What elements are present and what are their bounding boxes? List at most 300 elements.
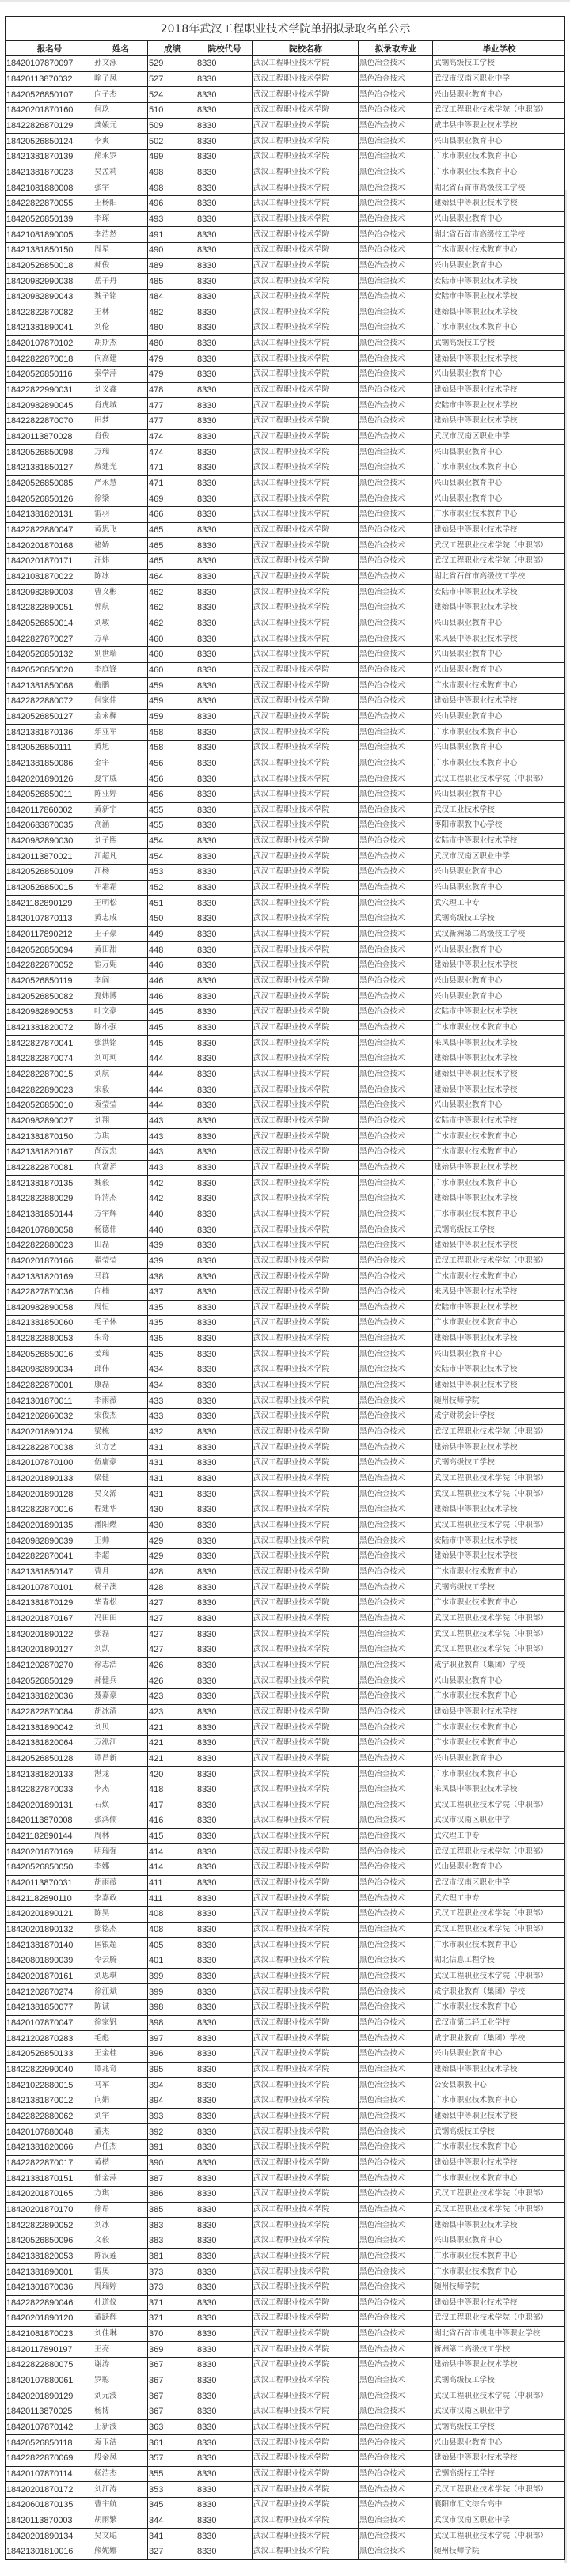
school-code-cell: 8330	[196, 802, 253, 818]
school-name-cell: 武汉工程职业技术学院	[253, 818, 359, 834]
major-cell: 黑色冶金技术	[359, 2466, 433, 2482]
school-name-cell: 武汉工程职业技术学院	[253, 320, 359, 336]
name-cell: 杨德伟	[93, 1222, 148, 1238]
reg-no-cell: 18420982890034	[6, 1362, 93, 1378]
school-name-cell: 武汉工程职业技术学院	[253, 2233, 359, 2248]
reg-no-cell: 18422822870001	[6, 1377, 93, 1393]
table-row	[6, 569, 565, 585]
name-cell: 车霜霜	[93, 880, 148, 896]
reg-no-cell: 18420201890134	[6, 2529, 93, 2544]
name-cell: 曹宇航	[93, 2498, 148, 2513]
major-cell: 黑色冶金技术	[359, 1642, 433, 1657]
reg-no-cell: 18421381850144	[6, 1207, 93, 1222]
name-cell: 黄思飞	[93, 522, 148, 538]
name-cell: 熊永罗	[93, 149, 148, 165]
table-row	[6, 335, 565, 351]
major-cell: 黑色冶金技术	[359, 1176, 433, 1191]
school-name-cell: 武汉工程职业技术学院	[253, 1595, 359, 1611]
school-code-cell: 8330	[196, 2544, 253, 2560]
score-cell: 367	[148, 2404, 196, 2420]
major-cell: 黑色冶金技术	[359, 2062, 433, 2078]
major-cell: 黑色冶金技术	[359, 554, 433, 570]
major-cell: 黑色冶金技术	[359, 1347, 433, 1362]
graduated-school-cell: 安陆市中等职业技术学校	[433, 1300, 565, 1316]
school-code-cell: 8330	[196, 71, 253, 87]
reg-no-cell: 18420117890212	[6, 926, 93, 942]
reg-no-cell: 18420107870047	[6, 2015, 93, 2031]
school-code-cell: 8330	[196, 1673, 253, 1689]
name-cell: 杨子澳	[93, 1580, 148, 1596]
reg-no-cell: 18421381890001	[6, 2264, 93, 2280]
reg-no-cell: 18420201890126	[6, 771, 93, 787]
graduated-school-cell: 武汉市汉南区职业中学	[433, 1875, 565, 1891]
major-cell: 黑色冶金技术	[359, 1657, 433, 1673]
score-cell: 434	[148, 1377, 196, 1393]
school-code-cell: 8330	[196, 1005, 253, 1021]
graduated-school-cell: 襄阳市汇文综合高中	[433, 2498, 565, 2513]
school-code-cell: 8330	[196, 1471, 253, 1487]
table-row	[6, 1782, 565, 1798]
reg-no-cell: 18420526850126	[6, 491, 93, 507]
name-cell: 袁莹莹	[93, 1097, 148, 1113]
table-row	[6, 1362, 565, 1378]
name-cell: 刘贝	[93, 1720, 148, 1736]
graduated-school-cell: 建始县中等职业技术学校	[433, 351, 565, 367]
table-row	[6, 2404, 565, 2420]
graduated-school-cell: 武汉工业技术学校	[433, 802, 565, 818]
score-cell: 427	[148, 1595, 196, 1611]
graduated-school-cell: 广水市职业技术教育中心	[433, 756, 565, 771]
major-cell: 黑色冶金技术	[359, 1844, 433, 1860]
reg-no-cell: 18422822890051	[6, 600, 93, 616]
school-name-cell: 武汉工程职业技术学院	[253, 71, 359, 87]
school-code-cell: 8330	[196, 2078, 253, 2093]
table-row	[6, 1828, 565, 1844]
school-name-cell: 武汉工程职业技术学院	[253, 195, 359, 211]
reg-no-cell: 18420526850116	[6, 367, 93, 383]
score-cell: 420	[148, 1767, 196, 1782]
score-cell: 444	[148, 1097, 196, 1113]
name-cell: 万瑞	[93, 445, 148, 460]
school-name-cell: 武汉工程职业技术学院	[253, 149, 359, 165]
school-code-cell: 8330	[196, 2373, 253, 2388]
school-name-cell: 武汉工程职业技术学院	[253, 1082, 359, 1098]
major-cell: 黑色冶金技术	[359, 475, 433, 491]
school-code-cell: 8330	[196, 1284, 253, 1300]
name-cell: 王帅	[93, 1533, 148, 1549]
name-cell: 王亮	[93, 2342, 148, 2358]
name-cell: 方琪	[93, 1129, 148, 1145]
graduated-school-cell: 广水市职业技术教育中心	[433, 2248, 565, 2264]
graduated-school-cell: 武钢高级技工学校	[433, 335, 565, 351]
school-code-cell: 8330	[196, 2202, 253, 2218]
score-cell: 367	[148, 2388, 196, 2404]
reg-no-cell: 18421381820036	[6, 1688, 93, 1704]
name-cell: 黄楷	[93, 2155, 148, 2171]
reg-no-cell: 18422822880023	[6, 1237, 93, 1253]
graduated-school-cell: 武汉工程职业技术学院（中职部）	[433, 2482, 565, 2498]
score-cell: 408	[148, 1922, 196, 1938]
school-code-cell: 8330	[196, 1580, 253, 1596]
graduated-school-cell: 武穴理工中专	[433, 1891, 565, 1907]
score-cell: 371	[148, 2295, 196, 2311]
score-cell: 414	[148, 1844, 196, 1860]
school-code-cell: 8330	[196, 195, 253, 211]
reg-no-cell: 18420982890053	[6, 1005, 93, 1021]
school-code-cell: 8330	[196, 1595, 253, 1611]
school-name-cell: 武汉工程职业技术学院	[253, 2404, 359, 2420]
school-name-cell: 武汉工程职业技术学院	[253, 1284, 359, 1300]
school-name-cell: 武汉工程职业技术学院	[253, 2202, 359, 2218]
major-cell: 黑色冶金技术	[359, 1611, 433, 1627]
school-code-cell: 8330	[196, 1331, 253, 1347]
major-cell: 黑色冶金技术	[359, 2529, 433, 2544]
score-cell: 477	[148, 414, 196, 430]
graduated-school-cell: 建始县中等职业技术学校	[433, 195, 565, 211]
score-cell: 405	[148, 1938, 196, 1953]
graduated-school-cell: 建始县中等职业技术学校	[433, 1066, 565, 1082]
graduated-school-cell: 武钢高级技工学校	[433, 2466, 565, 2482]
reg-no-cell: 18421381870023	[6, 165, 93, 180]
school-code-cell: 8330	[196, 1129, 253, 1145]
score-cell: 398	[148, 2000, 196, 2016]
graduated-school-cell: 广水市职业技术教育中心	[433, 678, 565, 694]
school-name-cell: 武汉工程职业技术学院	[253, 1222, 359, 1238]
name-cell: 郁金萍	[93, 2171, 148, 2187]
school-name-cell: 武汉工程职业技术学院	[253, 335, 359, 351]
graduated-school-cell: 湖北省石首市高级技工学校	[433, 227, 565, 243]
major-cell: 黑色冶金技术	[359, 2171, 433, 2187]
school-name-cell: 武汉工程职业技术学院	[253, 989, 359, 1005]
name-cell: 刘义鑫	[93, 382, 148, 398]
graduated-school-cell: 武汉市汉南区职业中学	[433, 2513, 565, 2529]
graduated-school-cell: 武钢高级技工学校	[433, 56, 565, 72]
graduated-school-cell: 安陆市中等职业技术学校	[433, 1005, 565, 1021]
reg-no-cell: 18421081870023	[6, 2326, 93, 2342]
name-cell: 金宇	[93, 756, 148, 771]
graduated-school-cell: 咸宁财税会计学校	[433, 1409, 565, 1425]
table-row	[6, 1798, 565, 1813]
graduated-school-cell: 武汉市汉南区职业中学	[433, 2404, 565, 2420]
name-cell: 王杨阳	[93, 195, 148, 211]
school-code-cell: 8330	[196, 2513, 253, 2529]
reg-no-cell: 18420526850139	[6, 211, 93, 227]
school-code-cell: 8330	[196, 2529, 253, 2544]
major-cell: 黑色冶金技术	[359, 195, 433, 211]
reg-no-cell: 18421081890005	[6, 227, 93, 243]
school-code-cell: 8330	[196, 1968, 253, 1984]
name-cell: 刘方艺	[93, 1440, 148, 1456]
school-name-cell: 武汉工程职业技术学院	[253, 2124, 359, 2140]
school-code-cell: 8330	[196, 2031, 253, 2047]
reg-no-cell: 18420107870142	[6, 2419, 93, 2435]
school-name-cell: 武汉工程职业技术学院	[253, 134, 359, 150]
table-row	[6, 849, 565, 865]
col-header-major: 拟录取专业	[359, 41, 433, 56]
score-cell: 456	[148, 786, 196, 802]
table-row	[6, 833, 565, 849]
graduated-school-cell: 建始县中等职业技术学校	[433, 2155, 565, 2171]
name-cell: 卢任杰	[93, 2139, 148, 2155]
graduated-school-cell: 武汉工程职业技术学院（中职部）	[433, 771, 565, 787]
name-cell: 马群	[93, 1269, 148, 1285]
score-cell: 455	[148, 802, 196, 818]
table-row	[6, 1611, 565, 1627]
school-code-cell: 8330	[196, 1891, 253, 1907]
school-code-cell: 8330	[196, 2233, 253, 2248]
reg-no-cell: 18420526850015	[6, 880, 93, 896]
school-code-cell: 8330	[196, 1036, 253, 1051]
school-code-cell: 8330	[196, 460, 253, 476]
graduated-school-cell: 广水市职业技术教育中心	[433, 2000, 565, 2016]
reg-no-cell: 18421381820066	[6, 2139, 93, 2155]
school-name-cell: 武汉工程职业技术学院	[253, 2047, 359, 2063]
school-name-cell: 武汉工程职业技术学院	[253, 662, 359, 678]
school-name-cell: 武汉工程职业技术学院	[253, 1487, 359, 1502]
reg-no-cell: 18422822880062	[6, 2108, 93, 2124]
school-code-cell: 8330	[196, 1020, 253, 1036]
graduated-school-cell: 武汉工程职业技术学院（中职部）	[433, 1424, 565, 1440]
name-cell: 秦学萍	[93, 367, 148, 383]
graduated-school-cell: 建始县中等职业技术学校	[433, 2295, 565, 2311]
major-cell: 黑色冶金技术	[359, 1129, 433, 1145]
major-cell: 黑色冶金技术	[359, 429, 433, 445]
graduated-school-cell: 建始县中等职业技术学校	[433, 1331, 565, 1347]
graduated-school-cell: 建始县中等职业技术学校	[433, 2451, 565, 2467]
table-row	[6, 1424, 565, 1440]
major-cell: 黑色冶金技术	[359, 367, 433, 383]
school-name-cell: 武汉工程职业技术学院	[253, 1657, 359, 1673]
table-row	[6, 2015, 565, 2031]
name-cell: 刘航	[93, 1066, 148, 1082]
major-cell: 黑色冶金技术	[359, 569, 433, 585]
school-code-cell: 8330	[196, 1113, 253, 1129]
major-cell: 黑色冶金技术	[359, 1269, 433, 1285]
school-name-cell: 武汉工程职业技术学院	[253, 118, 359, 134]
name-cell: 方草	[93, 631, 148, 647]
graduated-school-cell: 广水市职业技术教育中心	[433, 1269, 565, 1285]
score-cell: 345	[148, 2498, 196, 2513]
school-name-cell: 武汉工程职业技术学院	[253, 1440, 359, 1456]
graduated-school-cell: 兴山县职业教育中心	[433, 740, 565, 756]
table-row	[6, 1642, 565, 1657]
school-name-cell: 武汉工程职业技术学院	[253, 1036, 359, 1051]
reg-no-cell: 18420201890120	[6, 2311, 93, 2327]
school-code-cell: 8330	[196, 1688, 253, 1704]
major-cell: 黑色冶金技术	[359, 2124, 433, 2140]
name-cell: 伍庸豪	[93, 1456, 148, 1472]
score-cell: 367	[148, 2373, 196, 2388]
school-code-cell: 8330	[196, 585, 253, 600]
graduated-school-cell: 武汉工程职业技术学院（中职部）	[433, 1611, 565, 1627]
major-cell: 黑色冶金技术	[359, 896, 433, 911]
major-cell: 黑色冶金技术	[359, 227, 433, 243]
reg-no-cell: 18421381850127	[6, 460, 93, 476]
name-cell: 张磊	[93, 1627, 148, 1642]
major-cell: 黑色冶金技术	[359, 1191, 433, 1207]
major-cell: 黑色冶金技术	[359, 2155, 433, 2171]
reg-no-cell: 18421381870012	[6, 2093, 93, 2108]
reg-no-cell: 18421381850060	[6, 1316, 93, 1332]
score-cell: 387	[148, 2171, 196, 2187]
reg-no-cell: 18422822870038	[6, 1440, 93, 1456]
name-cell: 魏毅	[93, 1176, 148, 1191]
score-cell: 440	[148, 1222, 196, 1238]
score-cell: 373	[148, 2279, 196, 2295]
score-cell: 430	[148, 1517, 196, 1533]
name-cell: 徐志浩	[93, 1657, 148, 1673]
school-name-cell: 武汉工程职业技术学院	[253, 911, 359, 927]
major-cell: 黑色冶金技术	[359, 351, 433, 367]
school-code-cell: 8330	[196, 1316, 253, 1332]
graduated-school-cell: 来凤县中等职业技术学校	[433, 1284, 565, 1300]
score-cell: 453	[148, 865, 196, 881]
major-cell: 黑色冶金技术	[359, 678, 433, 694]
graduated-school-cell: 兴山县职业教育中心	[433, 2435, 565, 2451]
score-cell: 498	[148, 165, 196, 180]
name-cell: 别世瑞	[93, 646, 148, 662]
name-cell: 胡斯杰	[93, 335, 148, 351]
major-cell: 黑色冶金技术	[359, 1377, 433, 1393]
graduated-school-cell: 武汉工程职业技术学院（中职部）	[433, 1968, 565, 1984]
school-code-cell: 8330	[196, 1922, 253, 1938]
reg-no-cell: 18420201890127	[6, 1642, 93, 1657]
major-cell: 黑色冶金技术	[359, 771, 433, 787]
major-cell: 黑色冶金技术	[359, 2342, 433, 2358]
table-row	[6, 2264, 565, 2280]
name-cell: 黄旭	[93, 740, 148, 756]
reg-no-cell: 18421081870022	[6, 569, 93, 585]
major-cell: 黑色冶金技术	[359, 833, 433, 849]
reg-no-cell: 18421381820064	[6, 1735, 93, 1751]
school-name-cell: 武汉工程职业技术学院	[253, 2326, 359, 2342]
score-cell: 502	[148, 134, 196, 150]
school-name-cell: 武汉工程职业技术学院	[253, 538, 359, 554]
score-cell: 439	[148, 1253, 196, 1269]
name-cell: 徐梁	[93, 491, 148, 507]
school-name-cell: 武汉工程职业技术学院	[253, 398, 359, 414]
col-header-school-name: 院校名称	[253, 41, 359, 56]
graduated-school-cell: 兴山县职业教育中心	[433, 1673, 565, 1689]
graduated-school-cell: 兴山县职业教育中心	[433, 491, 565, 507]
score-cell: 510	[148, 102, 196, 118]
score-cell: 466	[148, 507, 196, 523]
school-name-cell: 武汉工程职业技术学院	[253, 2342, 359, 2358]
name-cell: 熊妮娜	[93, 2544, 148, 2560]
reg-no-cell: 18420113870028	[6, 429, 93, 445]
graduated-school-cell: 兴山县职业教育中心	[433, 2233, 565, 2248]
graduated-school-cell: 武汉工程职业技术学院（中职部）	[433, 1907, 565, 1923]
table-row	[6, 382, 565, 398]
name-cell: 刘可珂	[93, 1051, 148, 1067]
school-name-cell: 武汉工程职业技术学院	[253, 2108, 359, 2124]
score-cell: 440	[148, 1207, 196, 1222]
school-code-cell: 8330	[196, 942, 253, 958]
major-cell: 黑色冶金技术	[359, 1828, 433, 1844]
school-name-cell: 武汉工程职业技术学院	[253, 305, 359, 320]
table-row	[6, 289, 565, 305]
school-code-cell: 8330	[196, 429, 253, 445]
table-row	[6, 258, 565, 274]
name-cell: 夏炜博	[93, 989, 148, 1005]
score-cell: 446	[148, 958, 196, 974]
major-cell: 黑色冶金技术	[359, 802, 433, 818]
name-cell: 李娜	[93, 1860, 148, 1876]
graduated-school-cell: 安陆市中等职业技术学校	[433, 585, 565, 600]
major-cell: 黑色冶金技术	[359, 1767, 433, 1782]
name-cell: 李超	[93, 1549, 148, 1565]
table-row	[6, 1533, 565, 1549]
school-name-cell: 武汉工程职业技术学院	[253, 1471, 359, 1487]
school-name-cell: 武汉工程职业技术学院	[253, 1720, 359, 1736]
school-name-cell: 武汉工程职业技术学院	[253, 1005, 359, 1021]
table-row	[6, 1237, 565, 1253]
school-code-cell: 8330	[196, 56, 253, 72]
graduated-school-cell: 广水市职业技术教育中心	[433, 1207, 565, 1222]
table-row	[6, 398, 565, 414]
major-cell: 黑色冶金技术	[359, 2233, 433, 2248]
major-cell: 黑色冶金技术	[359, 2108, 433, 2124]
score-cell: 454	[148, 833, 196, 849]
table-row	[6, 522, 565, 538]
school-name-cell: 武汉工程职业技术学院	[253, 1237, 359, 1253]
score-cell: 353	[148, 2482, 196, 2498]
name-cell: 高涵	[93, 818, 148, 834]
score-cell: 414	[148, 1860, 196, 1876]
reg-no-cell: 18420201890128	[6, 1487, 93, 1502]
school-code-cell: 8330	[196, 616, 253, 631]
name-cell: 田磊	[93, 1237, 148, 1253]
table-row	[6, 1005, 565, 1021]
score-cell: 471	[148, 475, 196, 491]
name-cell: 徐汪斌	[93, 1984, 148, 2000]
table-row	[6, 1300, 565, 1316]
reg-no-cell: 18420982890039	[6, 1533, 93, 1549]
table-row	[6, 1191, 565, 1207]
major-cell: 黑色冶金技术	[359, 662, 433, 678]
name-cell: 袁玉洁	[93, 2435, 148, 2451]
score-cell: 444	[148, 1082, 196, 1098]
reg-no-cell: 18420107870097	[6, 56, 93, 72]
school-code-cell: 8330	[196, 1051, 253, 1067]
name-cell: 翟莹莹	[93, 1253, 148, 1269]
reg-no-cell: 18420201890132	[6, 1922, 93, 1938]
school-name-cell: 武汉工程职业技术学院	[253, 211, 359, 227]
reg-no-cell: 18420107870113	[6, 911, 93, 927]
reg-no-cell: 18422822870070	[6, 414, 93, 430]
name-cell: 李庭锋	[93, 662, 148, 678]
score-cell: 435	[148, 1300, 196, 1316]
graduated-school-cell: 安陆市中等职业技术学校	[433, 1362, 565, 1378]
school-code-cell: 8330	[196, 1176, 253, 1191]
table-row	[6, 2202, 565, 2218]
school-name-cell: 武汉工程职业技术学院	[253, 585, 359, 600]
name-cell: 马军	[93, 2078, 148, 2093]
table-row	[6, 1627, 565, 1642]
major-cell: 黑色冶金技术	[359, 71, 433, 87]
major-cell: 黑色冶金技术	[359, 2248, 433, 2264]
school-code-cell: 8330	[196, 2388, 253, 2404]
table-row	[6, 2373, 565, 2388]
table-row	[6, 1207, 565, 1222]
major-cell: 黑色冶金技术	[359, 693, 433, 709]
reg-no-cell: 18421381870136	[6, 725, 93, 741]
reg-no-cell: 18420201870168	[6, 538, 93, 554]
graduated-school-cell: 建始县中等职业技术学校	[433, 2108, 565, 2124]
school-name-cell: 武汉工程职业技术学院	[253, 725, 359, 741]
major-cell: 黑色冶金技术	[359, 616, 433, 631]
major-cell: 黑色冶金技术	[359, 1688, 433, 1704]
